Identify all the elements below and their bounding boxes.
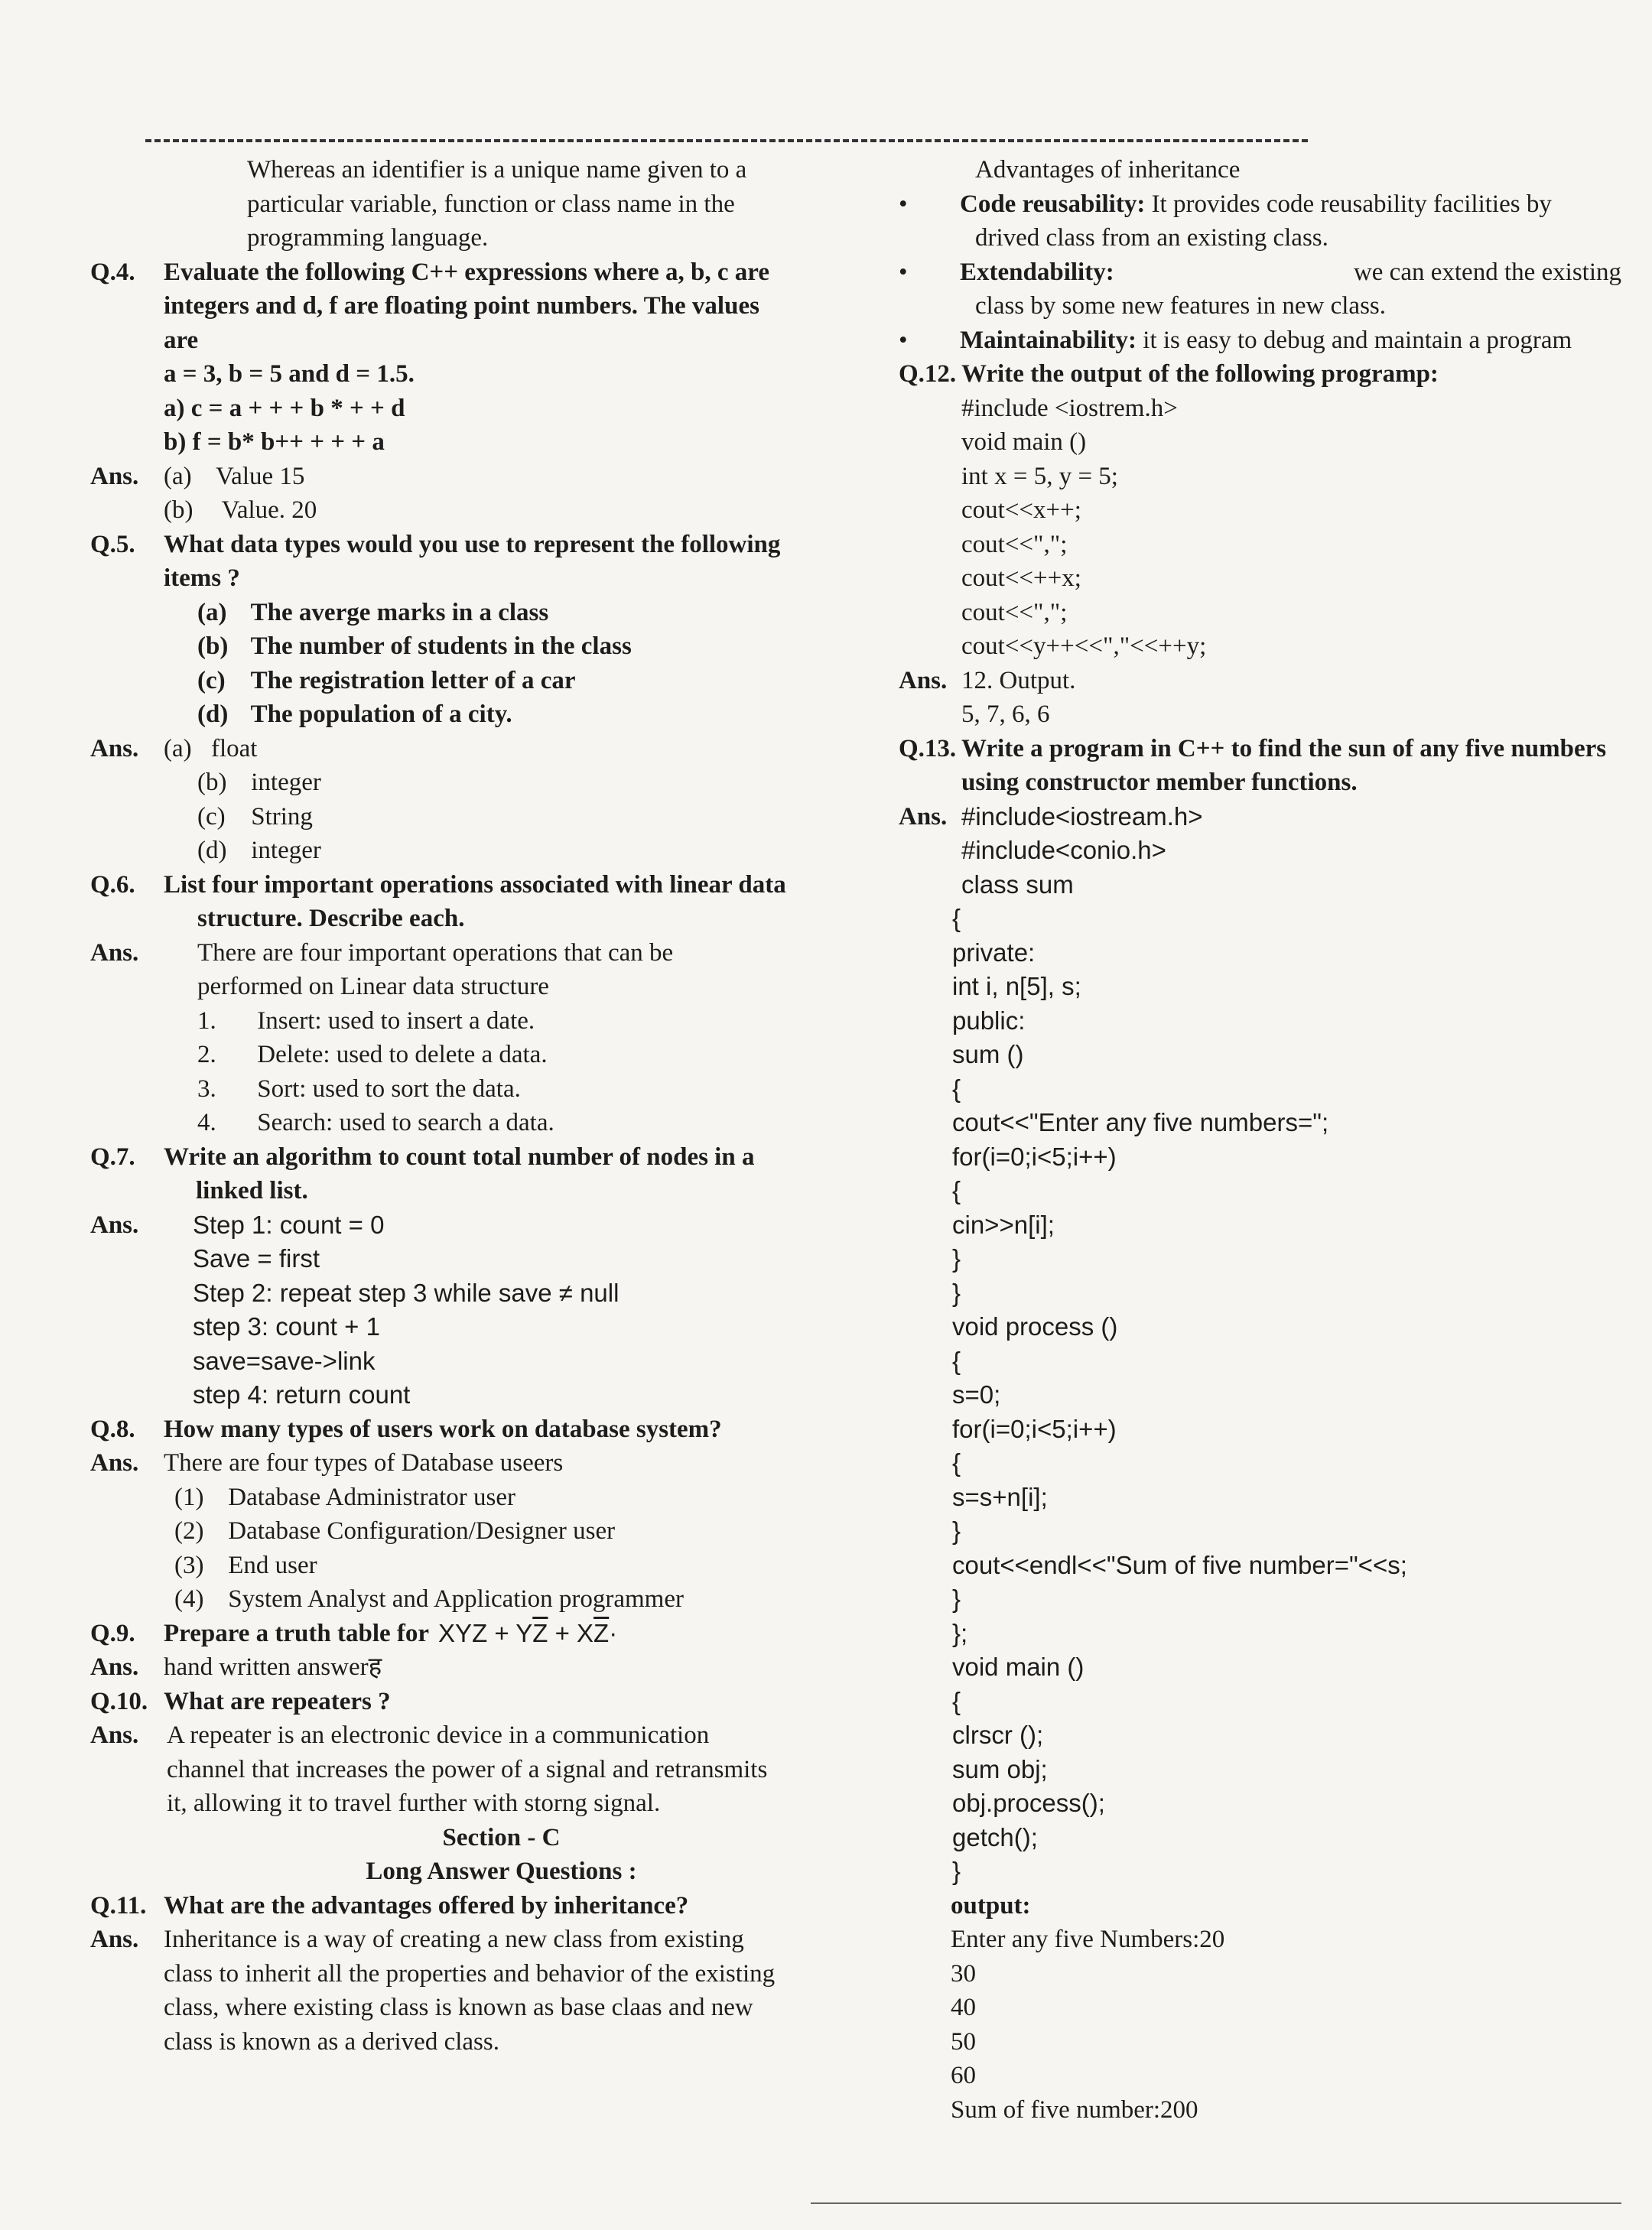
q6-op-num: 4. <box>197 1109 216 1136</box>
q12-code-line: void main () <box>961 428 1087 456</box>
q6-op-text: Delete: used to delete a data. <box>257 1041 548 1068</box>
section-subtitle: Long Answer Questions : <box>366 1858 637 1885</box>
q5-answer <box>90 732 882 766</box>
q4-ans-label: (a) <box>164 462 192 490</box>
q13-code-line: #include<conio.h> <box>961 836 1166 864</box>
q13-code-line: int i, n[5], s; <box>952 972 1081 1000</box>
q13-code-line: { <box>952 904 961 932</box>
q5-item-text: The population of a city. <box>250 701 512 728</box>
q13-code-line: } <box>952 1278 961 1307</box>
q10-ans-text: A repeater is an electronic device in a communication <box>167 1721 710 1749</box>
q5-item <box>90 697 882 732</box>
q13-code-line: clrscr (); <box>952 1721 1044 1749</box>
q8-user-text: Database Administrator user <box>228 1483 515 1511</box>
q6-question <box>90 868 882 902</box>
q13-question <box>899 732 1621 766</box>
q7-text: Write an algorithm to count total number of nodes in a <box>164 1143 755 1171</box>
q11-tag: Q.11. <box>90 1891 147 1920</box>
q12-question <box>899 357 1621 392</box>
q5-item-label: (c) <box>197 666 226 694</box>
bottom-rule <box>811 2202 1621 2204</box>
q6-tag: Q.6. <box>90 870 135 899</box>
q13-code-line: obj.process(); <box>952 1789 1105 1817</box>
q8-tag: Q.8. <box>90 1415 135 1443</box>
q9-expr-part: XYZ + Y <box>438 1618 533 1647</box>
q8-question <box>90 1412 882 1447</box>
q4-expr-b: b) f = b* b++ + + + a <box>164 428 385 456</box>
q13-code-line: cin>>n[i]; <box>952 1210 1055 1239</box>
q6-op-num: 1. <box>197 1006 216 1035</box>
q13-code-line: class sum <box>961 870 1074 899</box>
q9-expr-part: $\overline{Z}$ <box>532 1618 548 1647</box>
intro-line: particular variable, function or class name in the <box>247 190 735 218</box>
q13-ans-tag: Ans. <box>899 802 948 831</box>
q5-text: What data types would you use to represent the following <box>164 530 781 558</box>
q7-step: Step 1: count = 0 <box>193 1210 385 1239</box>
q9-text: Prepare a truth table for <box>164 1619 430 1647</box>
bullet-cont: drived class from an existing class. <box>975 224 1328 252</box>
q7-ans-tag: Ans. <box>90 1211 139 1239</box>
q5-question <box>90 528 882 562</box>
q10-ans-text: it, allowing it to travel further with storng signal. <box>167 1790 661 1817</box>
q5-text: items ? <box>164 564 240 592</box>
q7-tag: Q.7. <box>90 1143 135 1171</box>
q13-code-line: for(i=0;i<5;i++) <box>952 1414 1117 1443</box>
bullet-item <box>899 255 1621 290</box>
q5-ans-label: (d) <box>197 837 227 864</box>
q4-answer <box>90 493 882 528</box>
q8-user-num: (1) <box>174 1483 204 1511</box>
q5-ans-label: (a) <box>164 734 192 762</box>
q13-code-line: sum obj; <box>952 1754 1048 1783</box>
q12-code-line: cout<<","; <box>961 598 1068 626</box>
q7-step: Save = first <box>193 1244 320 1273</box>
advantages-heading: Advantages of inheritance <box>975 156 1241 184</box>
q6-op-num: 2. <box>197 1041 216 1068</box>
intro-line: programming language. <box>247 224 489 252</box>
q5-ans-label: (c) <box>197 802 226 831</box>
q13-code-line: { <box>952 1448 961 1477</box>
q13-output-line: 30 <box>951 1959 976 1988</box>
q13-code-line: void main () <box>952 1653 1085 1681</box>
intro-line: Whereas an identifier is a unique name given to a <box>247 156 747 184</box>
q13-output-head: output: <box>951 1891 1031 1920</box>
q13-code-line: for(i=0;i<5;i++) <box>952 1142 1117 1171</box>
q6-op-text: Search: used to search a data. <box>257 1109 554 1136</box>
q13-output <box>899 1923 1621 2127</box>
q4-question <box>90 255 882 290</box>
q13-output-line: 60 <box>951 2062 976 2089</box>
q9-expression <box>438 1617 617 1651</box>
q4-ans-value: Value. 20 <box>221 496 317 524</box>
bullet-text: it is easy to debug and maintain a program <box>1137 326 1572 354</box>
q12-code-line: cout<<++x; <box>961 564 1081 592</box>
q13-output-line: Enter any five Numbers:20 <box>951 1926 1225 1953</box>
q13-code-line: { <box>952 1686 961 1715</box>
q4-tag: Q.4. <box>90 258 135 286</box>
bullet-cont: class by some new features in new class. <box>975 292 1387 320</box>
q12-text: Write the output of the following programp: <box>961 360 1439 388</box>
q5-ans-tag: Ans. <box>90 734 139 762</box>
q12-code-line: #include <iostrem.h> <box>961 394 1178 422</box>
q12-ans-text: 12. Output. <box>961 666 1076 694</box>
q6-op-num: 3. <box>197 1074 216 1103</box>
q11-question <box>90 1889 882 1923</box>
bullet-label: Maintainability: <box>960 326 1137 354</box>
bullet-icon: • <box>899 190 908 218</box>
q10-ans-text: channel that increases the power of a signal and retransmits <box>167 1755 768 1783</box>
q4-ans-tag: Ans. <box>90 462 139 490</box>
q13-code-line: sum () <box>952 1040 1024 1068</box>
q11-answer <box>90 1923 882 1957</box>
q5-answer <box>90 834 882 868</box>
q13-output-line: Sum of five number:200 <box>951 2095 1198 2124</box>
q12-ans-tag: Ans. <box>899 666 948 694</box>
q6-op-text: Sort: used to sort the data. <box>257 1074 521 1103</box>
q9-expr-part: $\overline{Z}$ <box>593 1618 610 1647</box>
q11-ans-text: class is known as a derived class. <box>164 2027 499 2056</box>
bullet-icon: • <box>899 326 908 354</box>
q12-code-line: cout<<y++<<","<<++y; <box>961 632 1207 660</box>
q6-op <box>90 1106 882 1140</box>
q5-ans-value: integer <box>251 837 321 864</box>
q13-code-line: #include<iostream.h> <box>961 801 1203 831</box>
q11-ans-text: class to inherit all the properties and behavior of the existing <box>164 1959 776 1988</box>
q13-answer <box>899 800 1621 834</box>
q13-code-line: { <box>952 1176 961 1204</box>
q5-item-text: The averge marks in a class <box>250 598 549 626</box>
q5-item <box>90 629 882 664</box>
q8-user-text: System Analyst and Application programmer <box>228 1585 684 1613</box>
q8-user-num: (2) <box>174 1517 204 1545</box>
q6-op <box>90 1004 882 1039</box>
q13-code-line: cout<<"Enter any five numbers="; <box>952 1108 1329 1136</box>
q13-code-line: cout<<endl<<"Sum of five number="<<s; <box>952 1550 1407 1579</box>
q9-ans-text: hand written answerह <box>164 1653 382 1681</box>
q4-text: are <box>164 326 199 354</box>
q6-ans-text: performed on Linear data structure <box>197 973 549 1000</box>
q13-code-line: getch(); <box>952 1822 1038 1851</box>
q7-answer <box>90 1208 882 1243</box>
q9-ans-tag: Ans. <box>90 1653 139 1681</box>
q4-ans-label: (b) <box>164 496 193 524</box>
section-title: Section - C <box>442 1823 561 1851</box>
q13-code-line: public: <box>952 1006 1026 1035</box>
q12-output: 5, 7, 6, 6 <box>961 701 1050 728</box>
q4-ans-value: Value 15 <box>216 462 305 490</box>
q9-expr-part: · <box>609 1618 618 1647</box>
q5-ans-label: (b) <box>197 769 227 796</box>
q12-code-line: int x = 5, y = 5; <box>961 462 1118 490</box>
q10-ans-tag: Ans. <box>90 1721 139 1749</box>
q11-ans-text: Inheritance is a way of creating a new class from existing <box>164 1926 744 1953</box>
bullet-icon: • <box>899 258 908 286</box>
q9-expr-part: + X <box>548 1618 594 1647</box>
bullet-text: It provides code reusability facilities by <box>1145 190 1552 218</box>
q5-ans-value: float <box>211 734 258 762</box>
q13-code-line: void process () <box>952 1312 1118 1341</box>
q8-user-text: End user <box>228 1551 317 1579</box>
q5-item-text: The number of students in the class <box>250 632 632 660</box>
q13-code-line: } <box>952 1516 961 1545</box>
q9-answer <box>90 1650 882 1685</box>
right-column <box>899 153 1621 2127</box>
q6-answer <box>90 936 882 970</box>
q6-ans-tag: Ans. <box>90 938 139 967</box>
q10-tag: Q.10. <box>90 1687 148 1715</box>
bullet-item <box>899 187 1621 222</box>
q13-text: using constructor member functions. <box>961 769 1358 796</box>
q4-answer <box>90 460 882 494</box>
q4-given: a = 3, b = 5 and d = 1.5. <box>164 360 415 388</box>
q13-output-line: 50 <box>951 2027 976 2056</box>
q6-op <box>90 1072 882 1107</box>
q4-expr-a: a) c = a + + + b * + + d <box>164 394 405 422</box>
q12-code-line: cout<<","; <box>961 530 1068 558</box>
left-column <box>90 153 882 2059</box>
q8-user-num: (3) <box>174 1551 204 1579</box>
q9-question <box>90 1617 882 1651</box>
q7-step: step 4: return count <box>193 1380 411 1409</box>
q8-answer <box>90 1446 882 1481</box>
q4-text: Evaluate the following C++ expressions where a, b, c are <box>164 258 769 286</box>
q7-step: Step 2: repeat step 3 while save ≠ null <box>193 1278 620 1307</box>
q12-answer <box>899 664 1621 698</box>
bullet-label: Code reusability: <box>960 190 1146 218</box>
q13-code-line: } <box>952 1585 961 1613</box>
q8-user <box>90 1549 882 1583</box>
q7-question <box>90 1140 882 1175</box>
q5-item <box>90 596 882 630</box>
q11-ans-tag: Ans. <box>90 1926 139 1953</box>
q5-item-label: (a) <box>197 598 227 626</box>
q5-item <box>90 664 882 698</box>
q8-text: How many types of users work on database system? <box>164 1415 722 1443</box>
q5-item-label: (d) <box>197 701 229 728</box>
q7-step: save=save->link <box>193 1346 376 1375</box>
q13-code-line: s=0; <box>952 1380 1001 1409</box>
q8-ans-tag: Ans. <box>90 1449 139 1477</box>
q13-code-line: } <box>952 1857 961 1885</box>
q8-user <box>90 1582 882 1617</box>
q7-text: linked list. <box>196 1177 308 1204</box>
q5-item-text: The registration letter of a car <box>250 666 576 694</box>
q5-tag: Q.5. <box>90 530 135 558</box>
q10-answer <box>90 1718 882 1753</box>
q8-user-num: (4) <box>174 1585 204 1613</box>
q13-code-line: s=s+n[i]; <box>952 1482 1048 1511</box>
q13-tag: Q.13. <box>899 734 957 762</box>
bullet-item <box>899 323 1621 358</box>
q13-code-line: { <box>952 1346 961 1375</box>
q10-text: What are repeaters ? <box>164 1687 391 1715</box>
q6-text: structure. Describe each. <box>197 905 465 932</box>
q13-code-line: { <box>952 1074 961 1103</box>
q5-item-label: (b) <box>197 632 229 660</box>
q6-ans-text: There are four important operations that can be <box>197 938 674 967</box>
q9-tag: Q.9. <box>90 1619 135 1647</box>
q4-text: integers and d, f are floating point numbers. The values <box>164 292 759 320</box>
q11-ans-text: class, where existing class is known as base claas and new <box>164 1994 753 2021</box>
q6-op-text: Insert: used to insert a date. <box>257 1006 535 1035</box>
q6-text: List four important operations associated with linear data <box>164 870 786 899</box>
q13-code-line: }; <box>952 1618 968 1647</box>
q5-ans-value: integer <box>251 769 321 796</box>
q8-ans-text: There are four types of Database useers <box>164 1449 564 1477</box>
q13-code-line: private: <box>952 938 1036 967</box>
q8-user-text: Database Configuration/Designer user <box>228 1517 616 1545</box>
q11-text: What are the advantages offered by inheritance? <box>164 1891 689 1920</box>
q5-ans-value: String <box>251 802 313 831</box>
q7-step: step 3: count + 1 <box>193 1312 380 1341</box>
q12-code-line: cout<<x++; <box>961 496 1081 524</box>
q13-code-line: } <box>952 1244 961 1273</box>
q8-user <box>90 1514 882 1549</box>
q13-code <box>899 834 1621 1889</box>
q10-question <box>90 1685 882 1719</box>
q5-answer <box>90 800 882 834</box>
q6-op <box>90 1038 882 1072</box>
top-rule <box>145 139 1308 142</box>
bullet-label: Extendability: <box>960 258 1114 286</box>
bullet-right-text: we can extend the existing <box>1353 258 1621 286</box>
q13-output-line: 40 <box>951 1994 976 2021</box>
q8-user <box>90 1481 882 1515</box>
q12-tag: Q.12. <box>899 360 957 388</box>
q13-text: Write a program in C++ to find the sun of any five numbers <box>961 734 1607 762</box>
q5-answer <box>90 766 882 800</box>
